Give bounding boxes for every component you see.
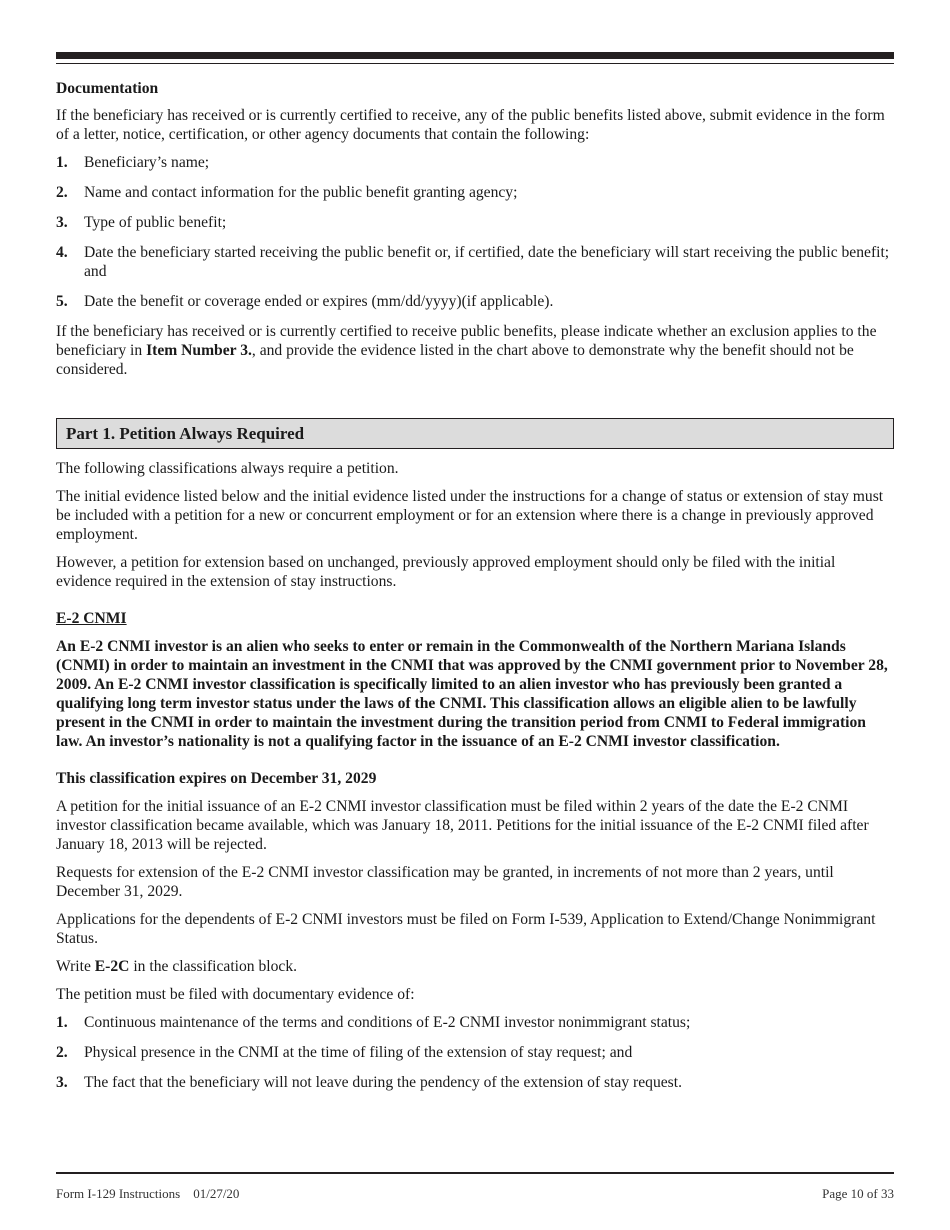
e2-write-classification: Write E-2C in the classification block. xyxy=(56,958,298,975)
page-footer xyxy=(56,1186,894,1202)
documentation-closing: If the beneficiary has received or is currently certified to receive public benefits, please indicate whether an exclusion applies to the beneficiary in Item Number 3., and provide the evidence listed in the chart above to demonstrate why the benefit should not be considered. xyxy=(56,323,877,378)
documentation-intro: If the beneficiary has received or is currently certified to receive, any of the public benefits listed above, submit evidence in the form of a letter, notice, certification, or other agency documents that contain the following: xyxy=(56,107,885,143)
e2-paragraph: Requests for extension of the E-2 CNMI investor classification may be granted, in increments of not more than 2 years, until December 31, 2029. xyxy=(56,864,834,900)
list-item: 3. The fact that the beneficiary will not leave during the pendency of the extension of stay request. xyxy=(56,1074,682,1091)
part1-paragraph: The following classifications always require a petition. xyxy=(56,460,399,477)
e2-evidence-intro: The petition must be filed with documentary evidence of: xyxy=(56,986,415,1003)
part1-paragraph: The initial evidence listed below and the initial evidence listed under the instructions for a change of status or extension of stay must be included with a petition for a new or concurrent employment or for an extension where there is a change in previously approved employment. xyxy=(56,488,884,543)
page-content xyxy=(56,79,894,1103)
e2-cnmi-expiry: This classification expires on December 31, 2029 xyxy=(56,770,377,787)
list-item: 2. Name and contact information for the public benefit granting agency; xyxy=(56,184,518,201)
e2-paragraph: Applications for the dependents of E-2 CNMI investors must be filed on Form I-539, Application to Extend/Change Nonimmigrant Status. xyxy=(56,911,876,947)
footer-rule xyxy=(56,1172,894,1174)
e2-evidence-list xyxy=(56,1013,894,1092)
documentation-list xyxy=(56,153,894,311)
list-item: 1. Beneficiary’s name; xyxy=(56,154,210,171)
header-rule-thin xyxy=(56,63,894,64)
header-rule-thick xyxy=(56,52,894,59)
part1-heading-box xyxy=(56,418,894,449)
documentation-heading: Documentation xyxy=(56,80,159,97)
footer-form-label: Form I-129 Instructions 01/27/20 xyxy=(56,1186,240,1201)
document-page xyxy=(56,0,894,1230)
footer-page-number: Page 10 of 33 xyxy=(822,1186,894,1201)
e2-cnmi-title: E-2 CNMI xyxy=(56,610,127,627)
part1-paragraph: However, a petition for extension based on unchanged, previously approved employment should only be filed with the initial evidence required in the extension of stay instructions. xyxy=(56,554,836,590)
e2-paragraph: A petition for the initial issuance of an E-2 CNMI investor classification must be filed within 2 years of the date the E-2 CNMI investor classification became available, which was January 18, 2011. Petitions for the initial issuance of the E-2 CNMI filed after January 18, 2013 will be rejected. xyxy=(56,798,869,853)
list-item: 3. Type of public benefit; xyxy=(56,214,227,231)
list-item: 5. Date the benefit or coverage ended or expires (mm/dd/yyyy)(if applicable). xyxy=(56,293,554,310)
list-item: 1. Continuous maintenance of the terms and conditions of E-2 CNMI investor nonimmigrant status; xyxy=(56,1014,691,1031)
part1-title: Part 1. Petition Always Required xyxy=(66,424,305,443)
list-item: 4. Date the beneficiary started receiving the public benefit or, if certified, date the beneficiary will start receiving the public benefit; and xyxy=(56,244,890,280)
list-item: 2. Physical presence in the CNMI at the time of filing of the extension of stay request; and xyxy=(56,1044,633,1061)
e2-cnmi-definition: An E-2 CNMI investor is an alien who seeks to enter or remain in the Commonwealth of the Northern Mariana Islands (CNMI) in order to maintain an investment in the CNMI that was approved by the CNMI government prior to November 28, 2009. An E-2 CNMI investor classification is specifically limited to an alien investor who has previously been granted a qualifying long term investor status under the laws of the CNMI. This classification allows an eligible alien to be lawfully present in the CNMI in order to maintain the investment during the transition period from CNMI to Federal immigration law. An investor’s nationality is not a qualifying factor in the issuance of an E-2 CNMI investor classification. xyxy=(56,638,888,750)
